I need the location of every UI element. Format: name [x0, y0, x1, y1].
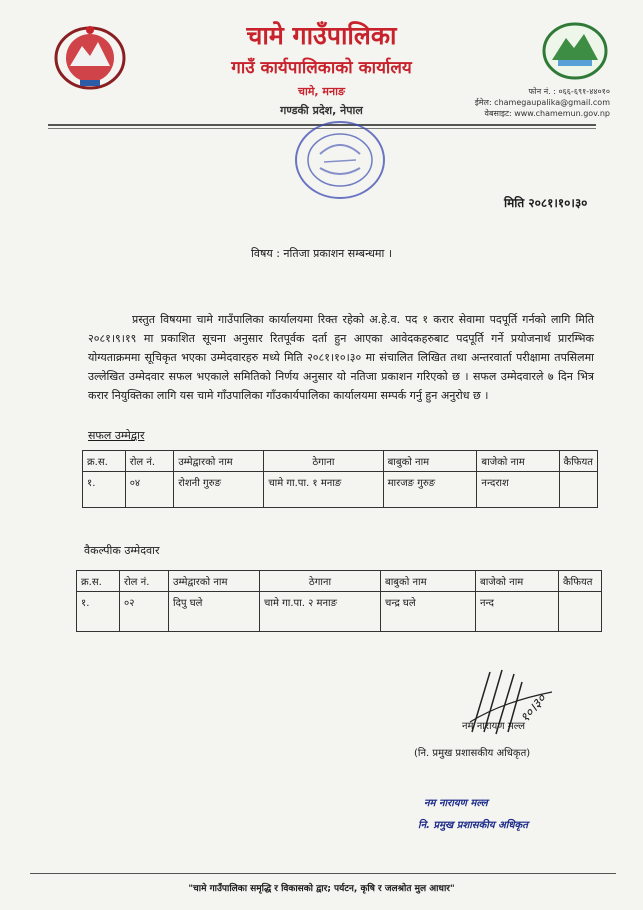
col-father: बाबुको नाम: [381, 571, 476, 592]
table-row: [77, 592, 602, 632]
alternate-table: [76, 570, 602, 632]
col-remarks: कैफियत: [559, 451, 597, 472]
cell-serial: १.: [77, 592, 120, 632]
name-stamp: नम नारायण मल्ल: [424, 798, 488, 809]
cell-name: रोशनी गुरुङ: [174, 472, 264, 508]
cell-address: चामे गा.पा. १ मनाङ: [264, 472, 383, 508]
col-address: ठेगाना: [260, 571, 381, 592]
table-header-row: [77, 571, 602, 592]
cell-roll: ०४: [125, 472, 173, 508]
col-father: बाबुको नाम: [383, 451, 477, 472]
col-grandfather: बाजेको नाम: [477, 451, 559, 472]
office-title: गाउँ कार्यपालिकाको कार्यालय: [231, 58, 412, 78]
col-grandfather: बाजेको नाम: [476, 571, 559, 592]
website-text: वेबसाइट: www.chamemun.gov.np: [484, 109, 610, 118]
cell-name: दिपु घले: [169, 592, 260, 632]
successful-table: [82, 450, 598, 508]
col-roll: रोल नं.: [120, 571, 169, 592]
col-name: उम्मेद्वारको नाम: [174, 451, 264, 472]
address-line-1: चामे, मनाङ: [298, 85, 345, 98]
alternate-heading: वैकल्पीक उम्मेदवार: [84, 544, 160, 557]
table-header-row: [83, 451, 598, 472]
cell-address: चामे गा.पा. २ मनाङ: [260, 592, 381, 632]
email-text: ईमेल: chamegaupalika@gmail.com: [474, 98, 610, 107]
cell-roll: ०२: [120, 592, 169, 632]
signature-date: १०।३०: [517, 691, 550, 726]
col-roll: रोल नं.: [125, 451, 173, 472]
phone-text: फोन नं. : ०६६-६९१-४४०१०: [528, 87, 610, 96]
address-line-2: गण्डकी प्रदेश, नेपाल: [280, 104, 363, 117]
municipality-title: चामे गाउँपालिका: [246, 21, 397, 50]
cell-remarks: [559, 472, 597, 508]
signatory-designation: (नि. प्रमुख प्रशासकीय अधिकृत): [414, 748, 531, 759]
col-serial: क्र.स.: [77, 571, 120, 592]
cell-grandfather: नन्द: [476, 592, 559, 632]
table-row: [83, 472, 598, 508]
cell-father: मारजङ गुरुङ: [383, 472, 477, 508]
cell-grandfather: नन्दराश: [477, 472, 559, 508]
col-remarks: कैफियत: [559, 571, 602, 592]
col-name: उम्मेद्वारको नाम: [169, 571, 260, 592]
footer-divider: [30, 873, 616, 874]
col-address: ठेगाना: [264, 451, 383, 472]
footer-slogan: "चामे गाउँपालिका समृद्धि र विकासको द्वार; पर्यटन, कृषि र जलश्रोत मुल आधार": [188, 884, 455, 894]
designation-stamp: नि. प्रमुख प्रशासकीय अधिकृत: [418, 820, 528, 831]
office-stamp: [290, 118, 390, 202]
letter-date: मिति २०८१।१०।३०: [504, 196, 588, 210]
body-paragraph: प्रस्तुत विषयमा चामे गाउँपालिका कार्यालयमा रिक्त रहेको अ.हे.व. पद १ करार सेवामा पदपूर्ति गर्नको लागि मिति २०८१।९।१९ मा प्रकाशित सूचना अनुसार रितपूर्वक दर्ता हुन आएका आवेदकहरुबाट पदपूर्ति गर्ने प्रयोजनार्थ प्रारम्भिक योग्यताक्रममा सूचिकृत भएका उम्मेदवारहरु मध्ये मिति २०८१।१०।३० मा संचालित लिखित तथा अन्तरवार्ता परीक्षामा तपसिलमा उल्लेखित उम्मेदवार सफल भएकाले समितिको निर्णय अनुसार यो नतिजा प्रकाशन गरिएको छ । सफल उम्मेदवारले ७ दिन भित्र करार नियुक्तिका लागि यस चामे गाँउपालिका गाँउकार्यपालिका कार्यालयमा सम्पर्क गर्नु हुन अनुरोध छ ।: [88, 313, 594, 402]
successful-heading: सफल उम्मेद्वार: [88, 429, 145, 442]
cell-serial: १.: [83, 472, 126, 508]
cell-remarks: [559, 592, 602, 632]
col-serial: क्र.स.: [83, 451, 126, 472]
cell-father: चन्द्र घले: [381, 592, 476, 632]
subject-line: विषय : नतिजा प्रकाशन सम्बन्धमा ।: [251, 247, 392, 260]
contact-block: [470, 86, 610, 119]
signatory-name: नम नारायण मल्ल: [462, 721, 526, 732]
